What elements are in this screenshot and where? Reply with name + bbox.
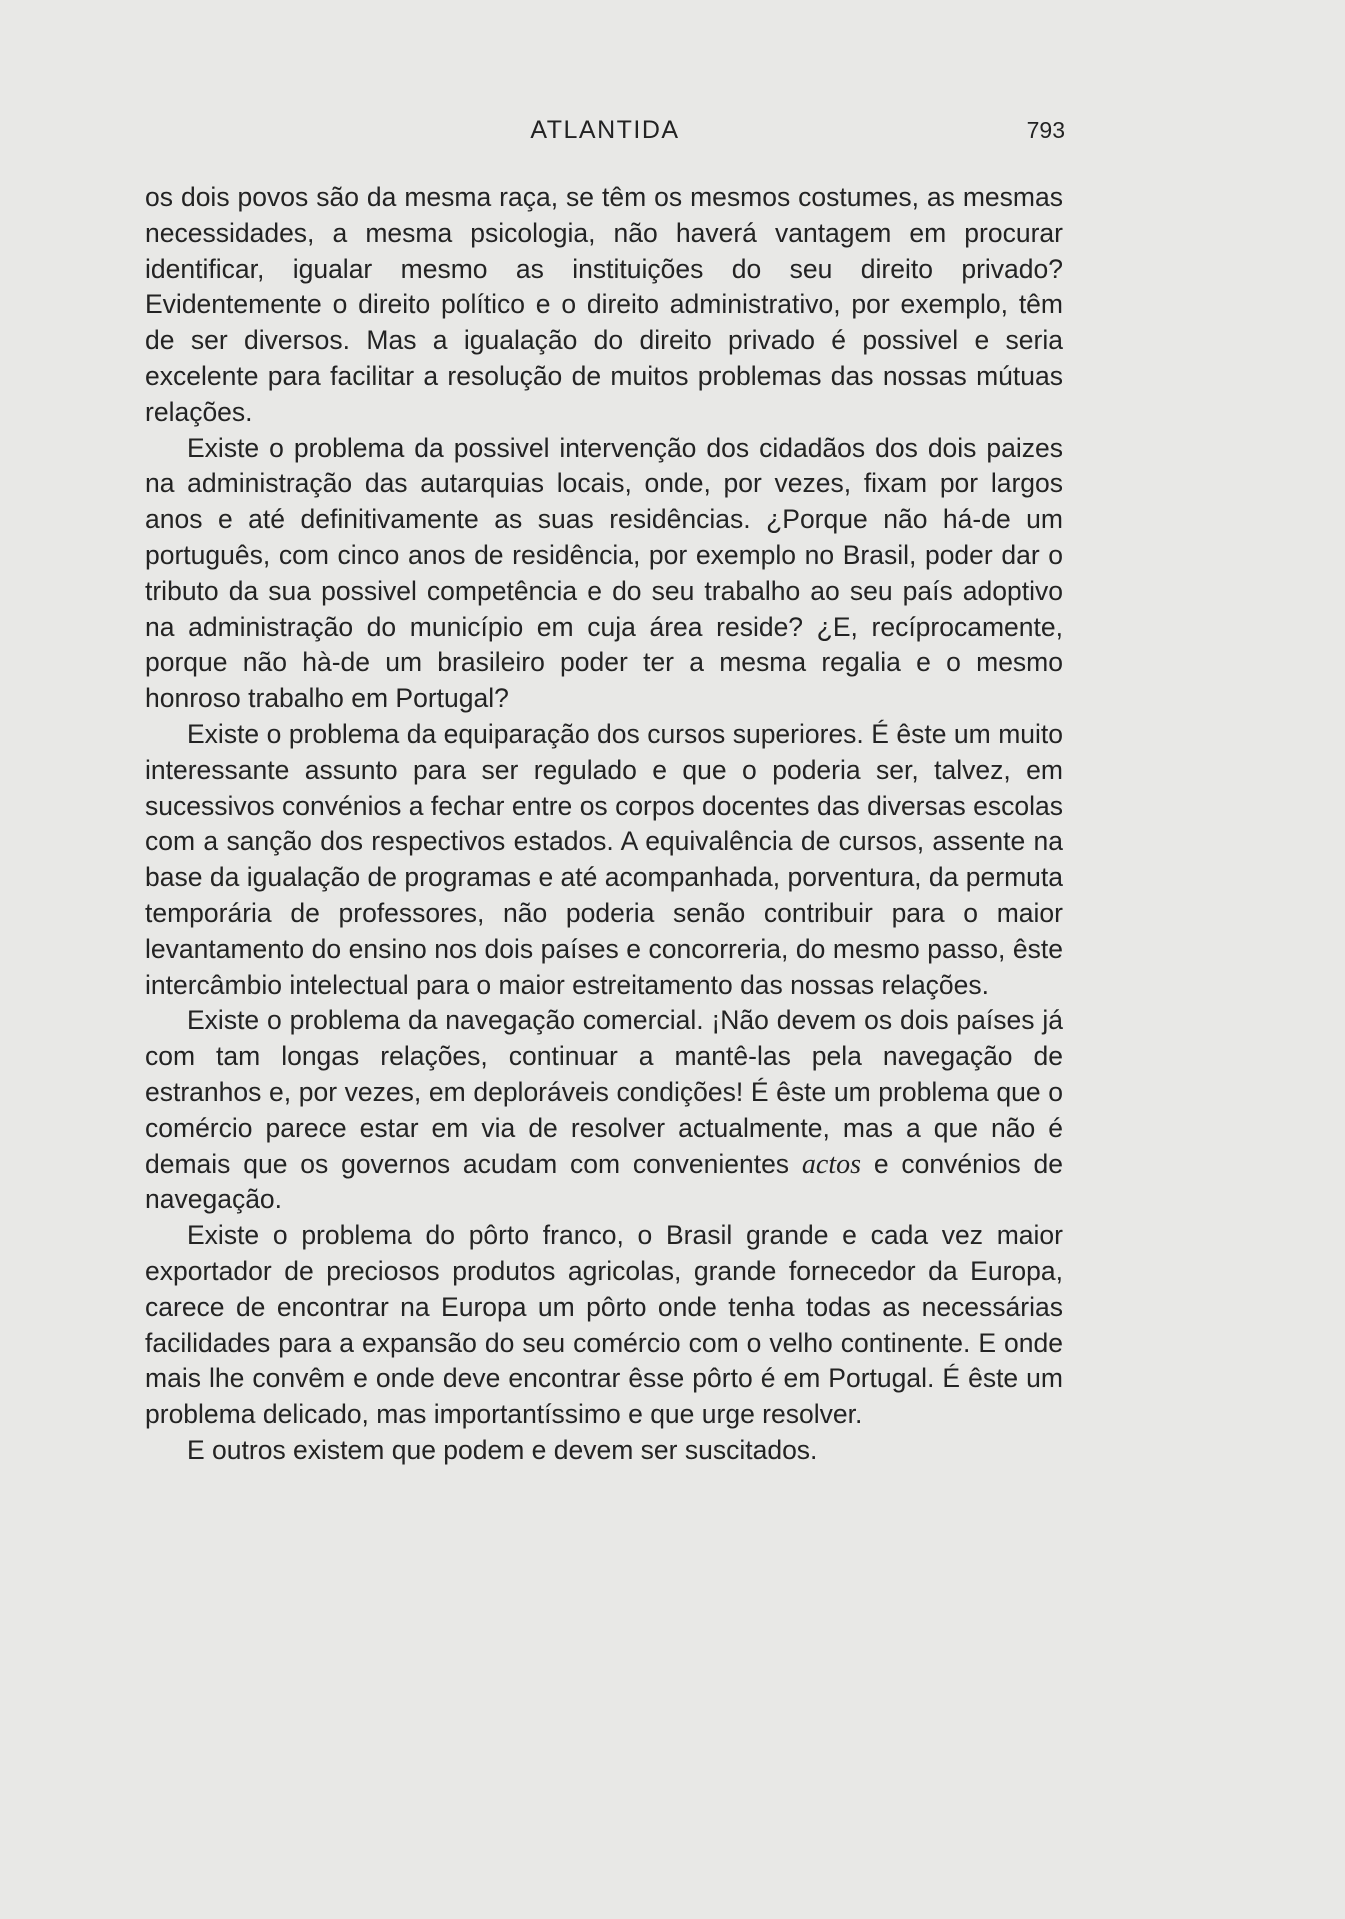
- paragraph: Existe o problema do pôrto franco, o Brasil grande e cada vez maior exportador de preciosos produtos agricolas, grande fornecedor da Europa, carece de encontrar na Europa um pôrto onde tenha todas as necessárias facilidades para a expansão do seu comércio com o velho continente. E onde mais lhe convêm e onde deve encontrar êsse pôrto é em Portugal. É êste um problema delicado, mas importantíssimo e que urge resolver.: [145, 1220, 1063, 1430]
- running-header: [145, 110, 1065, 150]
- body-text: [145, 180, 1063, 1469]
- paragraph-text: e convénios de navegação.: [145, 1148, 1063, 1215]
- paragraph: Existe o problema da equiparação dos cursos superiores. É êste um muito interessante assunto para ser regulado e que o poderia ser, talvez, em sucessivos convénios a fechar entre os corpos docentes das diversas escolas com a sanção dos respectivos estados. A equivalência de cursos, assente na base da igualação de programas e até acompanhada, porventura, da permuta temporária de professores, não poderia senão contribuir para o maior levantamento do ensino nos dois países e concorreria, do mesmo passo, êste intercâmbio intelectual para o maior estreitamento das nossas relações.: [145, 718, 1063, 1000]
- paragraph: os dois povos são da mesma raça, se têm os mesmos costumes, as mesmas necessidades, a mesma psicologia, não haverá vantagem em procurar identificar, igualar mesmo as instituições do seu direito privado? Evidentemente o direito político e o direito administrativo, por exemplo, têm de ser diversos. Mas a igualação do direito privado é possivel e seria excelente para facilitar a resolução de muitos problemas das nossas mútuas relações.: [145, 182, 1063, 427]
- running-title: ATLANTIDA: [530, 116, 680, 144]
- paragraph: Existe o problema da possivel intervenção dos cidadãos dos dois paizes na administração das autarquias locais, onde, por vezes, fixam por largos anos e até definitivamente as suas residências. ¿Porque não há-de um português, com cinco anos de residência, por exemplo no Brasil, poder dar o tributo da sua possivel competência e do seu trabalho ao seu país adoptivo na administração do município em cuja área reside? ¿E, recíprocamente, porque não hà-de um brasileiro poder ter a mesma regalia e o mesmo honroso trabalho em Portugal?: [145, 432, 1063, 714]
- italic-term: actos: [801, 1148, 861, 1180]
- paragraph: E outros existem que podem e devem ser suscitados.: [187, 1434, 818, 1465]
- page-number: 793: [1026, 117, 1065, 143]
- paragraph: [145, 1003, 1063, 1218]
- paragraph-text: Existe o problema da navegação comercial. ¡Não devem os dois países já com tam longas relações, continuar a mantê-las pela navegação de estranhos e, por vezes, em deploráveis condições! É êste um problema que o comércio parece estar em via de resolver actualmente, mas a que não é demais que os governos acudam com convenientes: [145, 1005, 1063, 1179]
